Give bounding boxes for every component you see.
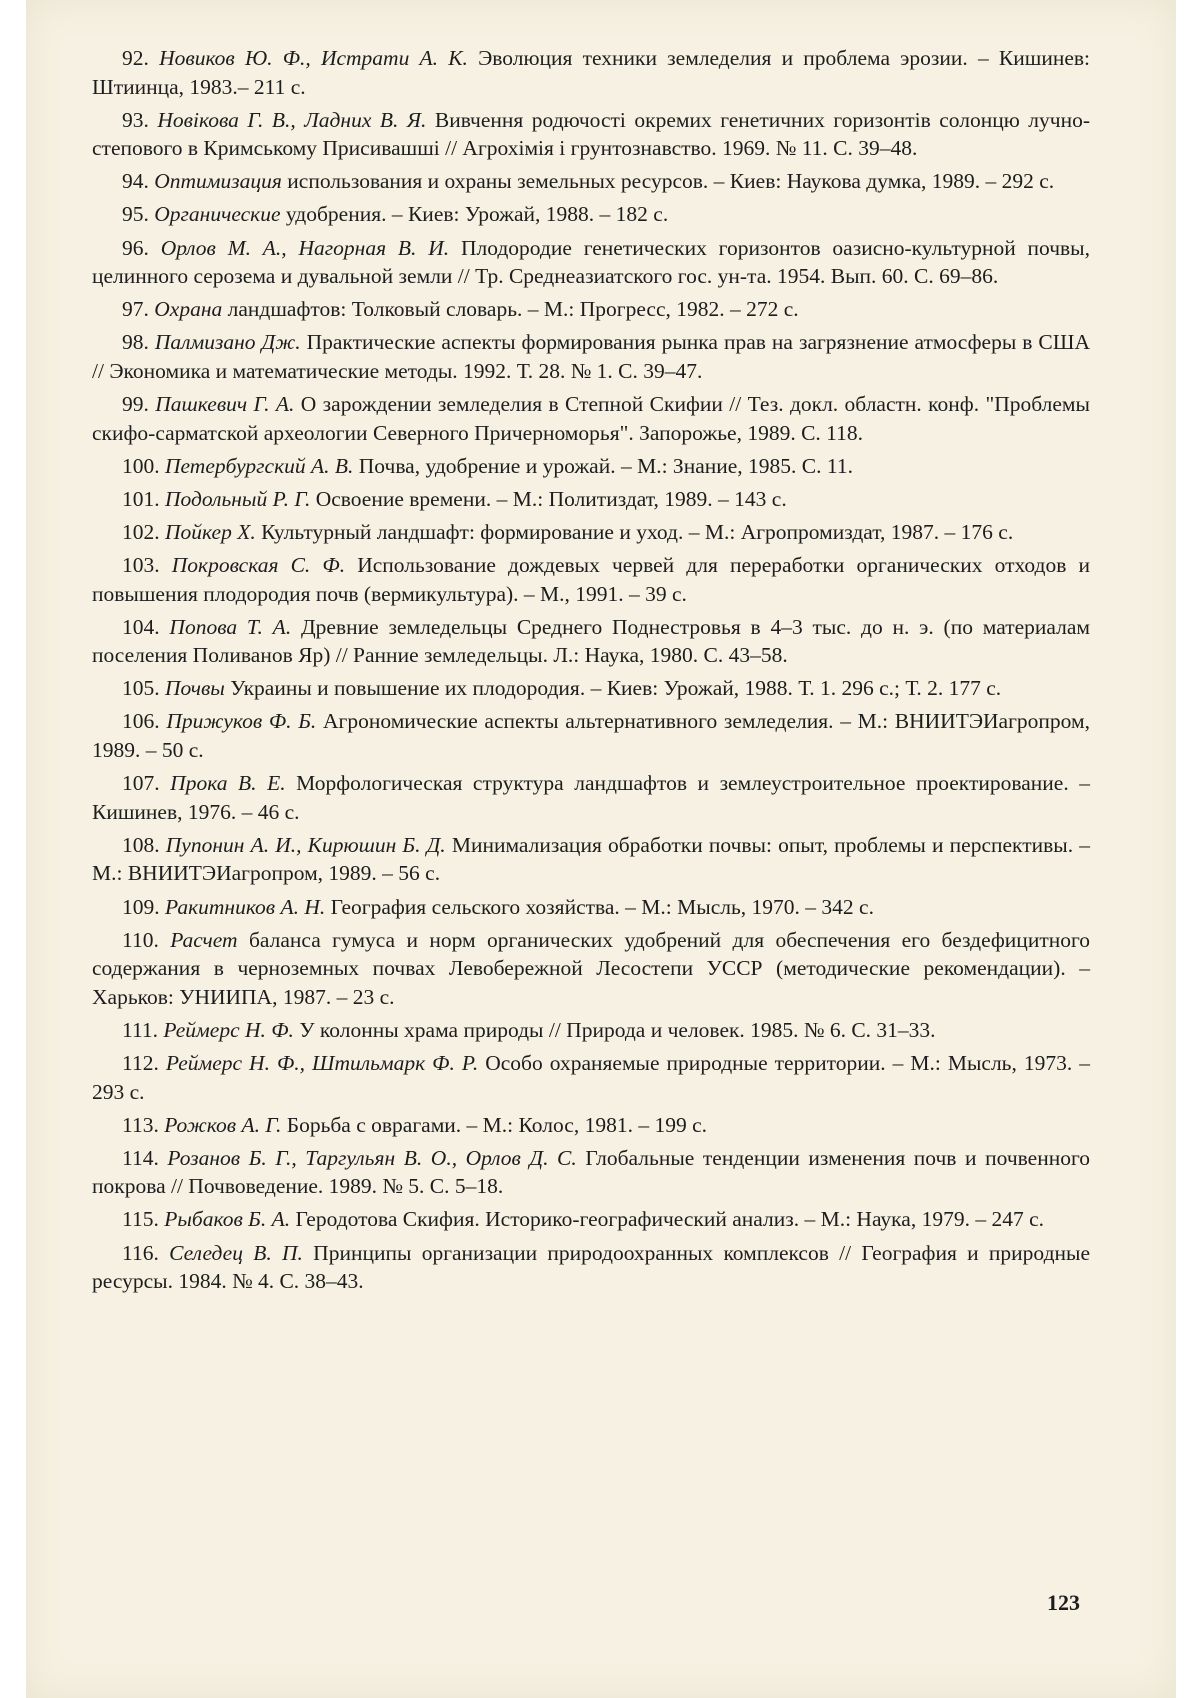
reference-entry [92,551,1090,608]
reference-author: Покровская С. Ф. [171,553,346,577]
reference-number: 113. [122,1112,159,1137]
reference-author: Реймерс Н. Ф., Штильмарк Ф. Р. [165,1051,479,1075]
reference-entry [92,234,1090,291]
reference-author: Селедец В. П. [169,1240,303,1265]
reference-details: О зарождении земледелия в Степной Скифии // Тез. докл. областн. конф. "Проблемы скифо-сарматской археологии Северного Причерноморья". Запорожье, 1989. С. 118. [92,392,1090,445]
reference-author: Органические [154,202,281,227]
page-number: 123 [1047,1590,1080,1615]
reference-number: 102. [122,519,160,544]
reference-author: Прока В. Е. [170,771,286,796]
reference-entry [92,167,1090,196]
reference-entry [92,1144,1090,1201]
reference-number: 111. [122,1017,159,1042]
reference-author: Рожков А. Г. [164,1112,282,1137]
reference-details: У колонны храма природы // Природа и человек. 1985. № 6. С. 31–33. [293,1017,936,1042]
reference-entry [92,390,1090,447]
reference-list [92,44,1090,1300]
reference-number: 98. [122,330,149,355]
reference-entry [92,200,1090,229]
reference-author: Оптимизация [154,169,282,194]
reference-entry [92,769,1090,826]
reference-number: 103. [122,553,160,577]
reference-number: 95. [122,202,149,227]
reference-entry [92,926,1090,1012]
reference-number: 114. [122,1145,159,1170]
reference-number: 100. [122,453,160,478]
reference-details: Древние земледельцы Среднего Поднестровья в 4–3 тыс. до н. э. (по материалам поселения Поливанов Яр) // Ранние земледельцы. Л.: Наука, 1980. С. 43–58. [92,614,1091,668]
reference-entry [92,106,1090,163]
reference-author: Рыбаков Б. А. [164,1207,291,1232]
reference-details: Глобальные тенденции изменения почв и почвенного покрова // Почвоведение. 1989. № 5. С. 5–18. [92,1145,1090,1199]
reference-details: Вивчення родючості окремих генетичних горизонтів солонцю лучно-степового в Кримському Присивашші // Агрохімія і грунтознавство. 1969. № 11. С. 39–48. [92,107,1091,161]
reference-author: Пупонин А. И., Кирюшин Б. Д. [165,832,446,857]
reference-details: Почва, удобрение и урожай. – М.: Знание, 1985. С. 11. [353,453,853,478]
reference-details: Морфологическая структура ландшафтов и землеустроительное проектирование. – Кишинев, 1976. – 46 с. [92,771,1090,824]
reference-entry [92,328,1090,385]
reference-details: баланса гумуса и норм органических удобрений для обеспечения его бездефицитного содержания в черноземных почвах Левобережной Лесостепи УССР (методические рекомендации). – Харьков: УНИИПА, 1987. – 23 с. [92,927,1091,1009]
reference-author: Пашкевич Г. А. [155,392,295,417]
reference-number: 109. [122,894,160,919]
reference-number: 116. [122,1240,159,1265]
reference-details: Принципы организации природоохранных комплексов // География и природные ресурсы. 1984. № 4. С. 38–43. [92,1240,1090,1294]
reference-author: Почвы [165,676,225,701]
reference-details: Использование дождевых червей для переработки органических отходов и повышения плодородия почв (вермикультура). – М., 1991. – 39 с. [92,553,1091,606]
reference-entry [92,707,1090,764]
reference-entry [92,1239,1090,1296]
reference-details: удобрения. – Киев: Урожай, 1988. – 182 с. [280,202,669,227]
reference-author: Розанов Б. Г., Таргульян В. О., Орлов Д. С. [167,1145,577,1170]
reference-details: Минимализация обработки почвы: опыт, проблемы и перспективы. – М.: ВНИИТЭИагропром, 1989. – 56 с. [92,832,1090,886]
reference-number: 93. [122,107,149,132]
reference-details: Эволюция техники земледелия и проблема эрозии. – Кишинев: Штиинца, 1983.– 211 с. [92,46,1091,99]
reference-number: 94. [122,169,149,194]
reference-details: Геродотова Скифия. Историко-географический анализ. – М.: Наука, 1979. – 247 с. [290,1207,1044,1232]
reference-details: Практические аспекты формирования рынка прав на загрязнение атмосферы в США // Экономика и математические методы. 1992. Т. 28. № 1. С. 39–47. [92,330,1090,383]
reference-entry [92,1049,1090,1106]
reference-number: 115. [122,1207,159,1232]
reference-number: 96. [122,235,149,260]
reference-author: Пойкер Х. [165,519,256,544]
reference-author: Новиков Ю. Ф., Истрати А. К. [159,46,468,70]
reference-author: Реймерс Н. Ф. [163,1017,294,1042]
reference-number: 101. [122,486,160,511]
reference-number: 110. [122,927,159,952]
book-page [26,0,1176,1698]
reference-entry [92,674,1090,703]
reference-entry [92,485,1090,514]
reference-number: 108. [122,832,160,857]
reference-entry [92,613,1090,670]
reference-details: Борьба с оврагами. – М.: Колос, 1981. – 199 с. [281,1112,707,1137]
reference-details: использования и охраны земельных ресурсов. – Киев: Наукова думка, 1989. – 292 с. [281,169,1055,194]
reference-details: ландшафтов: Толковый словарь. – М.: Прогресс, 1982. – 272 с. [222,297,799,322]
reference-details: Освоение времени. – М.: Политиздат, 1989. – 143 с. [310,486,787,511]
reference-author: Петербургский А. В. [165,453,354,478]
reference-details: Плодородие генетических горизонтов оазисно-культурной почвы, целинного серозема и дувальной земли // Тр. Среднеазиатского гос. ун-та. 1954. Вып. 60. С. 69–86. [92,235,1091,289]
reference-entry [92,1016,1090,1045]
reference-entry [92,44,1090,101]
reference-author: Орлов М. А., Нагорная В. И. [160,235,450,260]
reference-author: Охрана [154,297,223,322]
reference-author: Палмизано Дж. [154,330,301,355]
reference-details: География сельского хозяйства. – М.: Мысль, 1970. – 342 с. [325,894,874,919]
reference-entry [92,452,1090,481]
reference-author: Ракитников А. Н. [165,894,326,919]
reference-entry [92,893,1090,922]
reference-entry [92,518,1090,547]
reference-details: Агрономические аспекты альтернативного земледелия. – М.: ВНИИТЭИагропром, 1989. – 50 с. [92,709,1090,763]
reference-number: 97. [122,297,149,322]
reference-number: 104. [122,614,160,639]
reference-details: Культурный ландшафт: формирование и уход. – М.: Агропромиздат, 1987. – 176 с. [255,519,1014,544]
reference-entry [92,295,1090,324]
reference-number: 99. [122,392,149,417]
reference-author: Попова Т. А. [169,614,292,639]
reference-number: 107. [122,771,160,796]
reference-entry [92,1111,1090,1140]
reference-number: 105. [122,676,160,701]
reference-details: Особо охраняемые природные территории. – М.: Мысль, 1973. – 293 с. [92,1051,1091,1104]
reference-author: Новікова Г. В., Ладних В. Я. [157,107,427,132]
reference-author: Прижуков Ф. Б. [166,709,317,734]
reference-number: 106. [122,709,160,734]
reference-number: 112. [122,1051,159,1075]
reference-number: 92. [122,46,149,70]
reference-details: Украины и повышение их плодородия. – Киев: Урожай, 1988. Т. 1. 296 с.; Т. 2. 177 с. [224,676,1002,701]
reference-entry [92,831,1090,888]
reference-author: Подольный Р. Г. [165,486,311,511]
reference-author: Расчет [170,927,238,952]
reference-entry [92,1205,1090,1234]
